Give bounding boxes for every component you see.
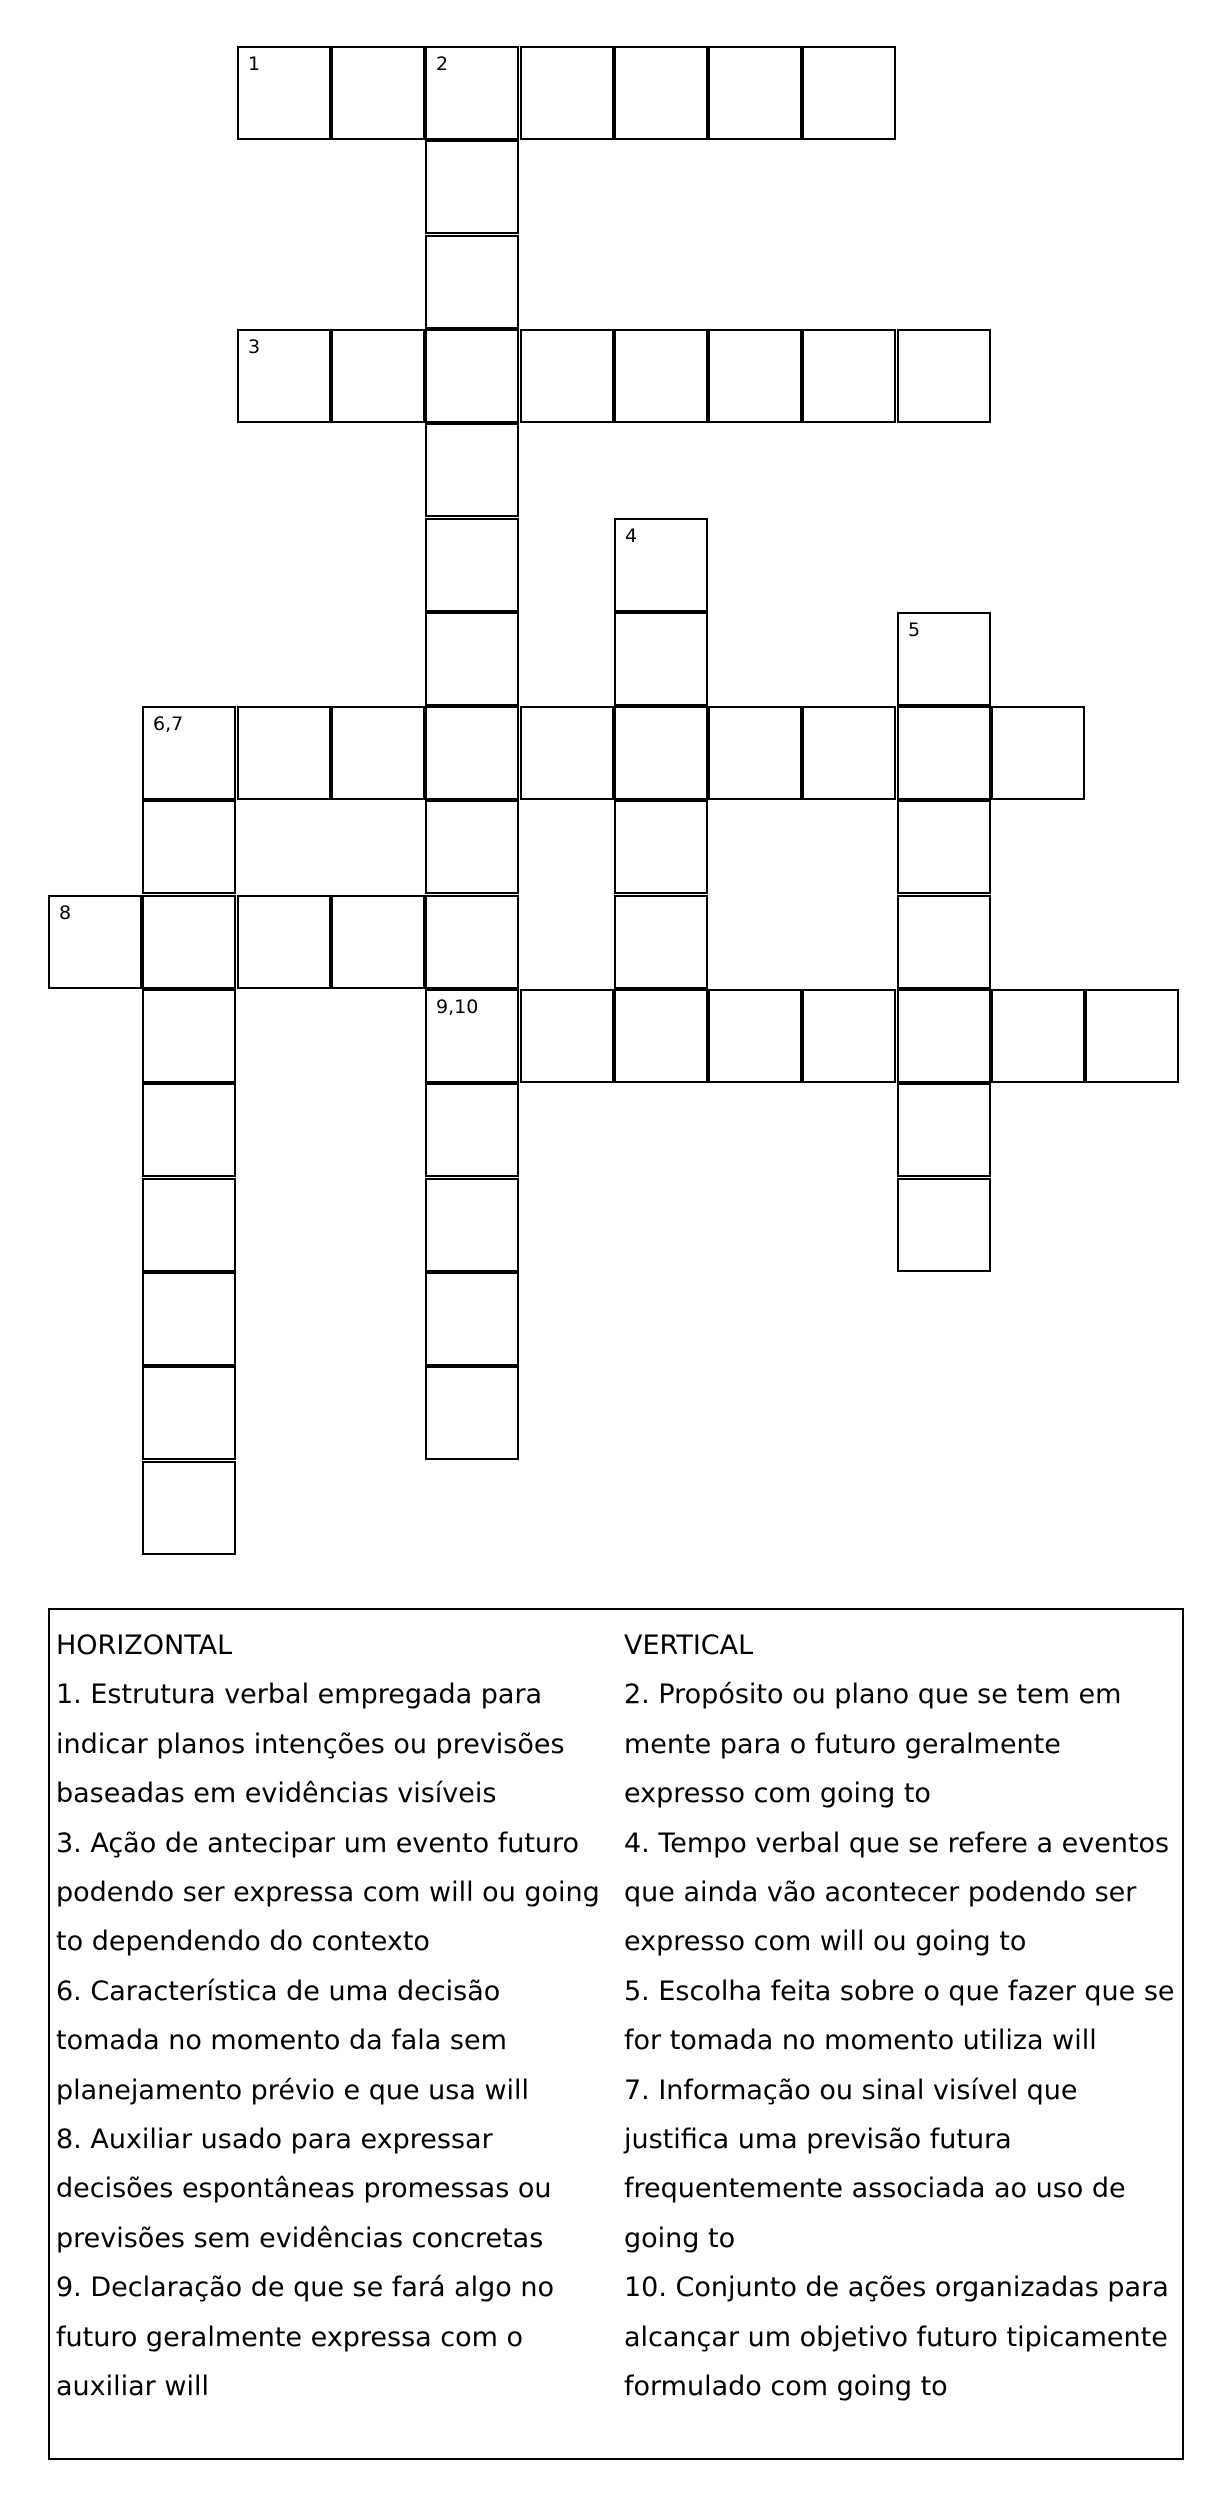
crossword-cell[interactable] bbox=[520, 46, 614, 140]
horizontal-title: HORIZONTAL bbox=[56, 1630, 233, 1661]
crossword-cell[interactable] bbox=[142, 706, 236, 800]
clue-h3: 3. Ação de antecipar um evento futuro podendo ser expressa com will ou going to dependendo do contexto bbox=[56, 1827, 600, 1958]
clue-h1: 1. Estrutura verbal empregada para indicar planos intenções ou previsões baseadas em evidências visíveis bbox=[56, 1679, 565, 1810]
crossword-cell[interactable] bbox=[520, 989, 614, 1083]
vertical-title: VERTICAL bbox=[624, 1630, 754, 1661]
crossword-cell[interactable] bbox=[425, 140, 519, 234]
crossword-cell[interactable] bbox=[708, 989, 802, 1083]
crossword-cell[interactable] bbox=[897, 895, 991, 989]
clue-v7: 7. Informação ou sinal visível que justifica uma previsão futura frequentemente associada ao uso de going to bbox=[624, 2074, 1126, 2254]
clue-v4: 4. Tempo verbal que se refere a eventos que ainda vão acontecer podendo ser expresso com will ou going to bbox=[624, 1827, 1170, 1958]
clue-v5: 5. Escolha feita sobre o que fazer que se for tomada no momento utiliza will bbox=[624, 1975, 1175, 2057]
crossword-cell[interactable] bbox=[802, 329, 896, 423]
crossword-cell[interactable] bbox=[897, 706, 991, 800]
crossword-cell[interactable] bbox=[897, 800, 991, 894]
clue-v10: 10. Conjunto de ações organizadas para alcançar um objetivo futuro tipicamente formulado com going to bbox=[624, 2272, 1169, 2403]
crossword-cell[interactable] bbox=[991, 706, 1085, 800]
crossword-cell[interactable] bbox=[331, 895, 425, 989]
crossword-cell[interactable] bbox=[425, 423, 519, 517]
crossword-cell[interactable] bbox=[614, 46, 708, 140]
crossword-cell[interactable] bbox=[708, 329, 802, 423]
crossword-cell[interactable] bbox=[142, 1083, 236, 1177]
crossword-cell[interactable] bbox=[802, 46, 896, 140]
crossword-cell[interactable] bbox=[425, 235, 519, 329]
crossword-cell[interactable] bbox=[897, 612, 991, 706]
crossword-cell[interactable] bbox=[897, 1083, 991, 1177]
crossword-cell[interactable] bbox=[48, 895, 142, 989]
crossword-cell[interactable] bbox=[708, 706, 802, 800]
crossword-cell[interactable] bbox=[425, 895, 519, 989]
clue-h6: 6. Característica de uma decisão tomada no momento da fala sem planejamento prévio e que usa will bbox=[56, 1975, 530, 2106]
crossword-cell[interactable] bbox=[331, 329, 425, 423]
crossword-cell[interactable] bbox=[142, 1272, 236, 1366]
clue-number: 8 bbox=[59, 902, 72, 924]
crossword-cell[interactable] bbox=[520, 329, 614, 423]
crossword-cell[interactable] bbox=[708, 46, 802, 140]
crossword-cell[interactable] bbox=[614, 895, 708, 989]
crossword-cell[interactable] bbox=[331, 706, 425, 800]
crossword-cell[interactable] bbox=[237, 895, 331, 989]
crossword-cell[interactable] bbox=[614, 612, 708, 706]
crossword-cell[interactable] bbox=[425, 1272, 519, 1366]
crossword-cell[interactable] bbox=[614, 518, 708, 612]
crossword-cell[interactable] bbox=[614, 800, 708, 894]
clue-h9: 9. Declaração de que se fará algo no futuro geralmente expressa com o auxiliar will bbox=[56, 2272, 555, 2403]
crossword-cell[interactable] bbox=[614, 706, 708, 800]
crossword-cell[interactable] bbox=[425, 1366, 519, 1460]
clues-box bbox=[48, 1608, 1184, 2460]
horizontal-clues bbox=[56, 1610, 616, 2412]
crossword-cell[interactable] bbox=[425, 612, 519, 706]
crossword-cell[interactable] bbox=[425, 1083, 519, 1177]
crossword-cell[interactable] bbox=[991, 989, 1085, 1083]
crossword-cell[interactable] bbox=[520, 706, 614, 800]
crossword-cell[interactable] bbox=[237, 329, 331, 423]
clue-h8: 8. Auxiliar usado para expressar decisões espontâneas promessas ou previsões sem evidências concretas bbox=[56, 2124, 552, 2254]
crossword-cell[interactable] bbox=[237, 706, 331, 800]
crossword-cell[interactable] bbox=[614, 989, 708, 1083]
vertical-clues bbox=[624, 1610, 1184, 2412]
crossword-cell[interactable] bbox=[897, 989, 991, 1083]
clue-number: 3 bbox=[248, 336, 261, 358]
crossword-cell[interactable] bbox=[425, 800, 519, 894]
crossword-cell[interactable] bbox=[142, 800, 236, 894]
crossword-cell[interactable] bbox=[331, 46, 425, 140]
clue-number: 2 bbox=[436, 53, 449, 75]
crossword-cell[interactable] bbox=[425, 329, 519, 423]
clue-number: 5 bbox=[908, 619, 921, 641]
crossword-cell[interactable] bbox=[614, 329, 708, 423]
crossword-cell[interactable] bbox=[897, 1178, 991, 1272]
clue-number: 6,7 bbox=[153, 713, 184, 735]
crossword-cell[interactable] bbox=[142, 895, 236, 989]
clue-number: 9,10 bbox=[436, 996, 479, 1018]
crossword-cell[interactable] bbox=[142, 1178, 236, 1272]
crossword-cell[interactable] bbox=[425, 1178, 519, 1272]
crossword-cell[interactable] bbox=[142, 1366, 236, 1460]
crossword-cell[interactable] bbox=[425, 518, 519, 612]
crossword-cell[interactable] bbox=[897, 329, 991, 423]
crossword-cell[interactable] bbox=[1085, 989, 1179, 1083]
crossword-cell[interactable] bbox=[802, 706, 896, 800]
crossword-cell[interactable] bbox=[425, 46, 519, 140]
crossword-cell[interactable] bbox=[142, 1461, 236, 1555]
clue-number: 1 bbox=[248, 53, 261, 75]
crossword-cell[interactable] bbox=[802, 989, 896, 1083]
clue-v2: 2. Propósito ou plano que se tem em mente para o futuro geralmente expresso com going to bbox=[624, 1679, 1122, 1810]
crossword-cell[interactable] bbox=[142, 989, 236, 1083]
crossword-cell[interactable] bbox=[237, 46, 331, 140]
crossword-cell[interactable] bbox=[425, 706, 519, 800]
clue-number: 4 bbox=[625, 525, 638, 547]
crossword-cell[interactable] bbox=[425, 989, 519, 1083]
